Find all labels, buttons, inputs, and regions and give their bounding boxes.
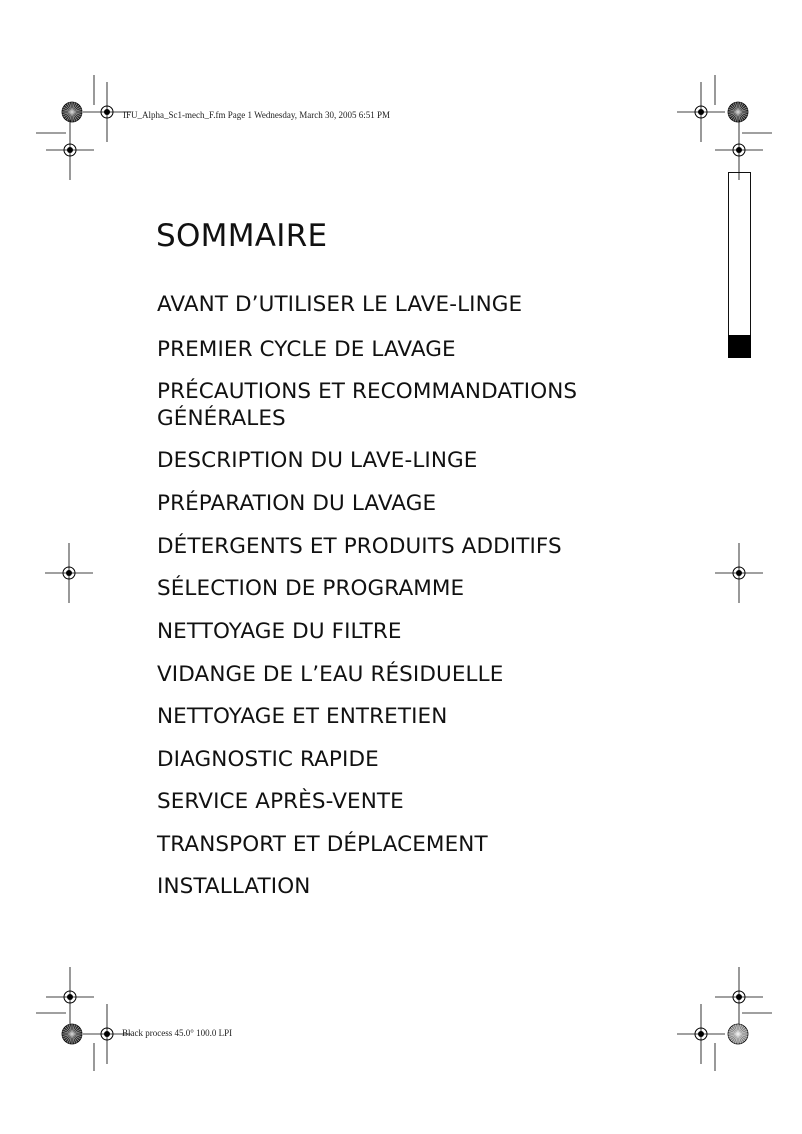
registration-mark-icon [46, 120, 94, 180]
toc-entry: VIDANGE DE L’EAU RÉSIDUELLE [157, 662, 504, 687]
toc-entry-continuation: GÉNÉRALES [157, 406, 286, 431]
toc-entry: AVANT D’UTILISER LE LAVE-LINGE [157, 292, 523, 317]
toc-entry: DÉTERGENTS ET PRODUITS ADDITIFS [157, 534, 562, 559]
star-target-icon [62, 1024, 82, 1044]
registration-mark-icon [46, 967, 94, 1027]
registration-mark-icon [677, 82, 725, 142]
print-slug-footer: Black process 45.0° 100.0 LPI [122, 1028, 233, 1038]
star-target-icon [728, 1024, 748, 1044]
toc-entry: PREMIER CYCLE DE LAVAGE [157, 337, 456, 362]
toc-entry: SÉLECTION DE PROGRAMME [157, 576, 465, 601]
star-target-icon [728, 102, 748, 122]
toc-entry: PRÉCAUTIONS ET RECOMMANDATIONS [157, 379, 578, 404]
toc-entry: TRANSPORT ET DÉPLACEMENT [157, 832, 488, 857]
toc-entry: SERVICE APRÈS-VENTE [157, 789, 404, 814]
toc-entry: DIAGNOSTIC RAPIDE [157, 747, 379, 772]
toc-entry: NETTOYAGE DU FILTRE [157, 619, 402, 644]
print-slug-header: IFU_Alpha_Sc1-mech_F.fm Page 1 Wednesday, March 30, 2005 6:51 PM [123, 110, 391, 120]
registration-mark-icon [83, 1004, 131, 1064]
toc-entry: INSTALLATION [157, 874, 311, 899]
toc-entry: NETTOYAGE ET ENTRETIEN [157, 704, 448, 729]
registration-mark-icon [715, 120, 763, 180]
page-title: SOMMAIRE [156, 218, 328, 254]
toc-entry: PRÉPARATION DU LAVAGE [157, 491, 437, 516]
registration-mark-icon [715, 543, 763, 603]
toc-entry: DESCRIPTION DU LAVE-LINGE [157, 448, 478, 473]
registration-mark-icon [83, 82, 131, 142]
registration-mark-icon [45, 543, 93, 603]
star-target-icon [62, 102, 82, 122]
registration-mark-icon [715, 967, 763, 1027]
registration-mark-icon [677, 1004, 725, 1064]
